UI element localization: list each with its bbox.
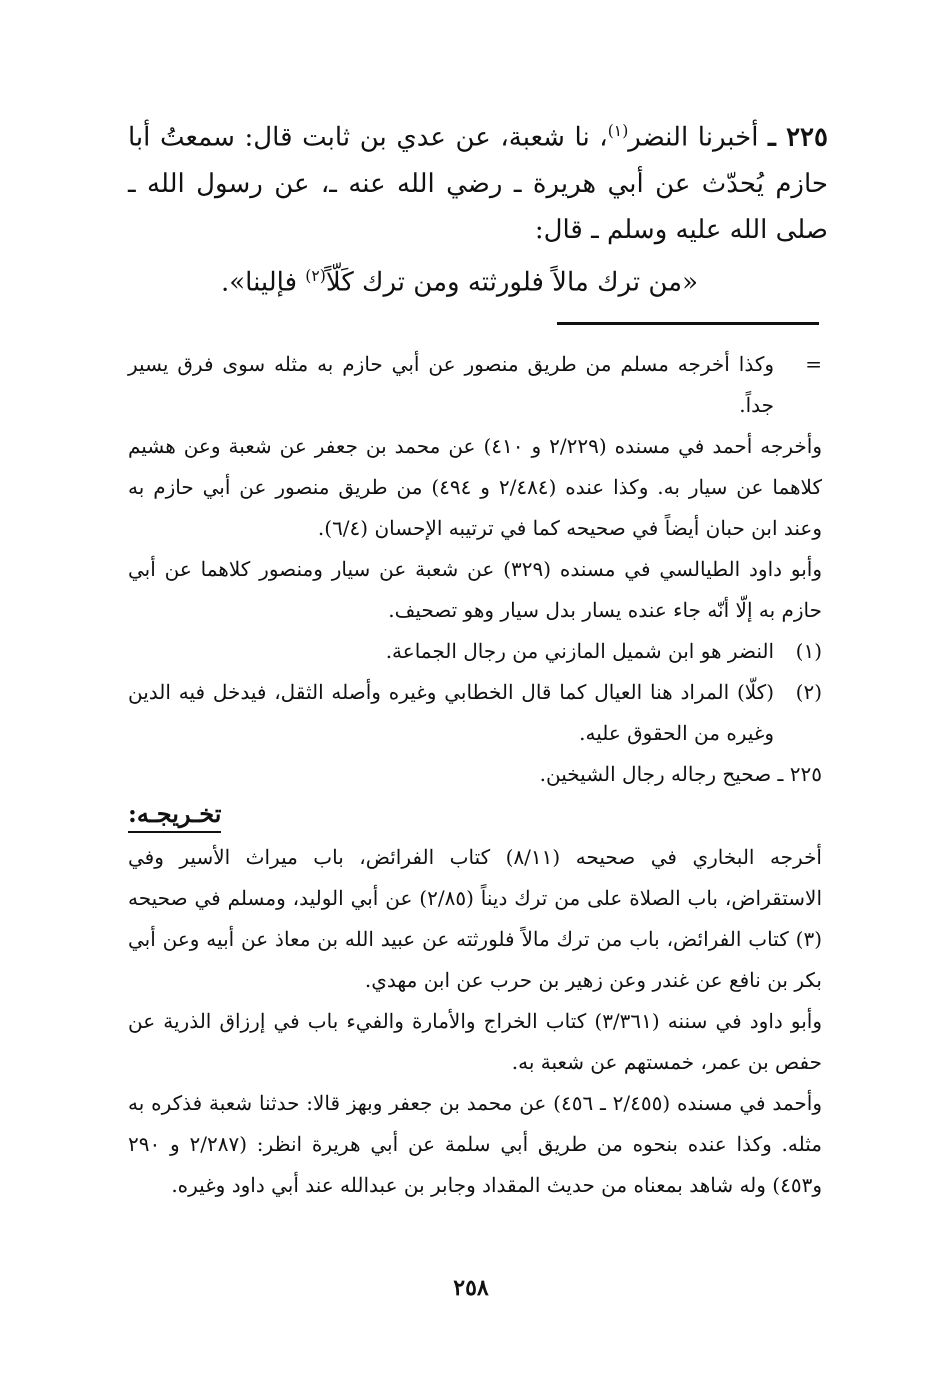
hadith-text (128, 108, 828, 305)
hadith-number: ٢٢٥ ـ (768, 122, 828, 153)
continued-mark: = (805, 352, 822, 376)
takhrij-paragraph-3: وأحمد في مسنده (٢/٤٥٥ ـ ٤٥٦) عن محمد بن جعفر وبهز قالا: حدثنا شعبة فذكره به مثله. وكذا عنده بنحوه من طريق أبي سلمة عن أبي هريرة انظر: (٢/٢٨٧ و ٢٩٠ و٤٥٣) وله شاهد بمعناه من حديث المقداد وجابر بن عبدالله عند أبي داود وغيره. (128, 1091, 823, 1197)
footnote-1-text: النضر هو ابن شميل المازني من رجال الجماعة. (385, 639, 774, 663)
takhrij-paragraph-1: أخرجه البخاري في صحيحه (٨/١١) كتاب الفرائض، باب ميراث الأسير وفي الاستقراض، باب الصلاة على من ترك ديناً (٢/٨٥) عن أبي الوليد، ومسلم في صحيحه (٣) كتاب الفرائض، باب من ترك مالاً فلورثته عن عبيد الله بن معاذ عن أبيه وعن أبي بكر بن نافع عن غندر وعن زهير بن حرب عن ابن مهدي. (128, 845, 822, 992)
continued-paragraph-1: وكذا أخرجه مسلم من طريق منصور عن أبي حازم به مثله سوى فرق يسير جداً. (128, 352, 774, 417)
hadith-matn (128, 253, 828, 306)
footnote-2-mark: (٢) (795, 680, 822, 704)
continued-paragraph-2: وأخرجه أحمد في مسنده (٢/٢٢٩ و ٤١٠) عن محمد بن جعفر عن شعبة وعن هشيم كلاهما عن سيار به. وكذا عنده (٢/٤٨٤ و ٤٩٤) من طريق منصور عن أبي حازم به وعند ابن حبان أيضاً في صحيحه كما في ترتيبه الإحسان (٦/٤). (128, 434, 823, 540)
continued-paragraph-3: وأبو داود الطيالسي في مسنده (٣٢٩) عن شعبة عن سيار ومنصور كلاهما عن أبي حازم به إلّا أنّه جاء عنده يسار بدل سيار وهو تصحيف. (128, 557, 822, 622)
footnote-2-text: (كلّا) المراد هنا العيال كما قال الخطابي وغيره وأصله الثقل، فيدخل فيه الدين وغيره من الحقوق عليه. (128, 680, 774, 745)
footnote-separator (557, 322, 819, 325)
page-number: ٢٥٨ (453, 1275, 489, 1301)
footnote-ref-2: (٢) (305, 266, 326, 285)
footnote-ref-1: (١) (607, 122, 629, 140)
hadith-matn-b: فإلينا». (220, 267, 306, 298)
footnote-2 (128, 672, 822, 754)
footnotes (128, 344, 822, 1206)
hadith-grade: ٢٢٥ ـ صحيح رجاله رجال الشيخين. (539, 762, 822, 786)
hadith-isnad-rest: ، نا شعبة، عن عدي بن ثابت قال: سمعتُ أبا حازم يُحدّث عن أبي هريرة ـ رضي الله عنه ـ، عن رسول الله ـ صلى الله عليه وسلم ـ قال: (128, 122, 828, 245)
takhrij-paragraph-2: وأبو داود في سننه (٣/٣٦١) كتاب الخراج والأمارة والفيء باب في إرزاق الذرية عن حفص بن عمر، خمستهم عن شعبة به. (128, 1009, 823, 1074)
hadith-matn-a: «من ترك مالاً فلورثته ومن ترك كَلّاً (325, 267, 698, 298)
hadith-isnad-start: أخبرنا النضر (628, 122, 759, 153)
takhrij-title: تخـريجـه: (128, 797, 221, 833)
continued-footnote (128, 344, 822, 426)
footnote-1-mark: (١) (795, 639, 822, 663)
footnote-1 (128, 631, 822, 672)
